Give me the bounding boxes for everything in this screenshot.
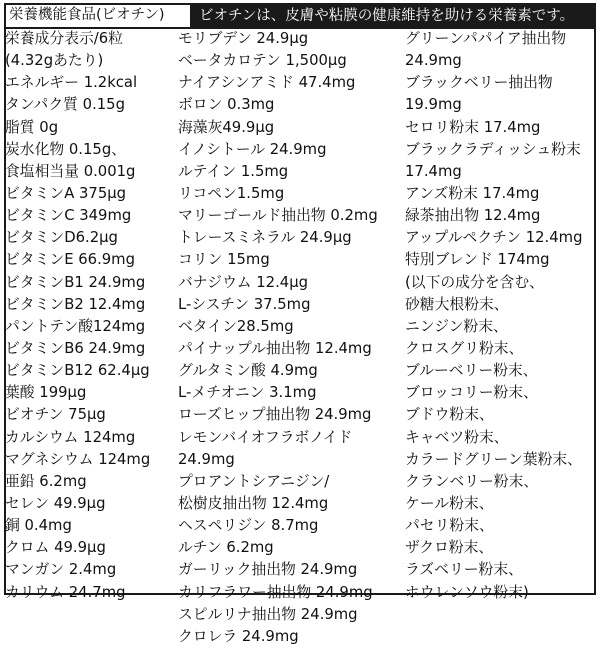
ingredient-line: リコペン1.5mg	[178, 184, 285, 202]
ingredient-line: ビタミンB2 12.4mg	[5, 295, 146, 313]
ingredient-line: グルタミン酸 4.9mg	[178, 362, 318, 380]
ingredient-line: ホウレンソウ粉末)	[405, 583, 529, 601]
ingredient-line: コリン 15mg	[178, 251, 270, 269]
ingredient-line: 松樹皮抽出物 12.4mg	[178, 494, 329, 512]
ingredient-line: (以下の成分を含む、	[405, 273, 544, 291]
ingredient-line: 脂質 0g	[5, 118, 59, 136]
ingredient-line: ブルーベリー粉末、	[405, 362, 538, 380]
ingredient-line: ビタミンE 66.9mg	[5, 251, 135, 269]
ingredient-line: クロスグリ粉末、	[405, 339, 524, 357]
ingredient-line: 24.9mg	[405, 52, 462, 70]
ingredient-line: クランベリー粉末、	[405, 472, 539, 490]
ingredient-line: 栄養成分表示/6粒	[5, 30, 123, 47]
function-claim-banner: ビオチンは、皮膚や粘膜の健康維持を助ける栄養素です。	[192, 5, 594, 29]
ingredient-line: クロレラ 24.9mg	[178, 627, 299, 645]
ingredient-line: パイナップル抽出物 12.4mg	[178, 339, 372, 357]
ingredient-line: 緑茶抽出物 12.4mg	[405, 207, 541, 225]
ingredient-line: L-シスチン 37.5mg	[178, 295, 311, 313]
ingredient-line: 砂糖大根粉末、	[405, 295, 509, 313]
ingredient-line: ヘスペリジン 8.7mg	[178, 517, 319, 535]
ingredient-line: アンズ粉末 17.4mg	[405, 184, 540, 202]
ingredient-line: セロリ粉末 17.4mg	[405, 118, 541, 136]
ingredient-line: マンガン 2.4mg	[5, 561, 117, 579]
ingredient-line: 海藻灰49.9μg	[178, 118, 275, 136]
ingredient-line: タンパク質 0.15g	[5, 96, 125, 114]
ingredient-line: ボロン 0.3mg	[178, 96, 275, 114]
ingredient-line: モリブデン 24.9μg	[178, 30, 309, 47]
ingredient-line: ブドウ粉末、	[405, 406, 494, 424]
ingredient-line: ブラックラディッシュ粉末	[405, 140, 581, 158]
ingredient-line: キャベツ粉末、	[405, 428, 509, 446]
ingredient-line: パントテン酸124mg	[5, 317, 146, 335]
ingredient-line: ナイアシンアミド 47.4mg	[178, 74, 356, 92]
ingredient-line: プロアントシアニジン/	[178, 472, 330, 490]
ingredient-line: カルシウム 124mg	[5, 428, 136, 446]
ingredient-line: グリーンパパイア抽出物	[405, 30, 566, 47]
ingredient-line: ニンジン粉末、	[405, 317, 508, 335]
ingredient-line: 17.4mg	[405, 162, 462, 180]
ingredient-line: マリーゴールド抽出物 0.2mg	[178, 207, 378, 225]
ingredient-line: マグネシウム 124mg	[5, 450, 151, 468]
ingredient-line: 食塩相当量 0.001g	[5, 162, 136, 180]
ingredient-line: ブロッコリー粉末、	[405, 384, 538, 402]
ingredient-line: バナジウム 12.4μg	[178, 273, 308, 291]
ingredient-line: ビタミンD6.2μg	[5, 229, 118, 247]
ingredient-line: トレースミネラル 24.9μg	[178, 229, 352, 247]
ingredient-line: スピルリナ抽出物 24.9mg	[178, 605, 358, 623]
ingredient-line: ザクロ粉末、	[405, 539, 494, 557]
ingredient-line: ベタイン28.5mg	[178, 317, 294, 335]
ingredient-line: 亜鉛 6.2mg	[5, 472, 87, 490]
food-category-tag: 栄養機能食品(ビオチン)	[6, 5, 192, 29]
ingredient-line: 24.9mg	[178, 450, 235, 468]
ingredient-line: ブラックベリー抽出物	[405, 74, 553, 92]
label-header	[6, 5, 594, 29]
ingredient-line: カリウム 24.7mg	[5, 583, 126, 601]
ingredient-line: ラズベリー粉末、	[405, 561, 523, 579]
ingredient-line: アップルペクチン 12.4mg	[405, 229, 583, 247]
ingredient-line: ガーリック抽出物 24.9mg	[178, 561, 358, 579]
ingredient-line: ビタミンA 375μg	[5, 184, 127, 202]
ingredient-line: クロム 49.9μg	[5, 539, 106, 557]
ingredient-line: (4.32gあたり)	[5, 52, 104, 70]
ingredient-line: 19.9mg	[405, 96, 462, 114]
ingredient-line: 葉酸 199μg	[5, 384, 87, 402]
ingredient-line: レモンバイオフラボノイド	[178, 428, 353, 446]
ingredient-line: L-メチオニン 3.1mg	[178, 384, 317, 402]
ingredient-line: ビタミンB6 24.9mg	[5, 339, 146, 357]
ingredient-line: エネルギー 1.2kcal	[5, 74, 138, 92]
ingredient-line: イノシトール 24.9mg	[178, 140, 327, 158]
ingredients-column-2	[178, 28, 378, 648]
ingredients-column-1	[5, 28, 150, 604]
ingredient-line: ケール粉末、	[405, 494, 494, 512]
ingredient-line: 銅 0.4mg	[5, 517, 72, 535]
ingredient-line: ローズヒップ抽出物 24.9mg	[178, 406, 372, 424]
ingredient-line: ルテイン 1.5mg	[178, 162, 289, 180]
ingredient-line: ルチン 6.2mg	[178, 539, 274, 557]
ingredient-line: ビタミンB12 62.4μg	[5, 362, 150, 380]
ingredient-line: 炭水化物 0.15g、	[5, 140, 127, 158]
ingredient-line: ビオチン 75μg	[5, 406, 106, 424]
ingredient-line: カリフラワー抽出物 24.9mg	[178, 583, 373, 601]
ingredient-line: セレン 49.9μg	[5, 494, 106, 512]
ingredient-line: ビタミンB1 24.9mg	[5, 273, 146, 291]
ingredient-line: ビタミンC 349mg	[5, 207, 132, 225]
ingredient-line: 特別ブレンド 174mg	[405, 251, 550, 269]
ingredient-line: ベータカロテン 1,500μg	[178, 52, 347, 70]
ingredient-line: パセリ粉末、	[405, 517, 494, 535]
ingredients-column-3	[405, 28, 582, 604]
ingredient-line: カラードグリーン葉粉末、	[405, 450, 582, 468]
